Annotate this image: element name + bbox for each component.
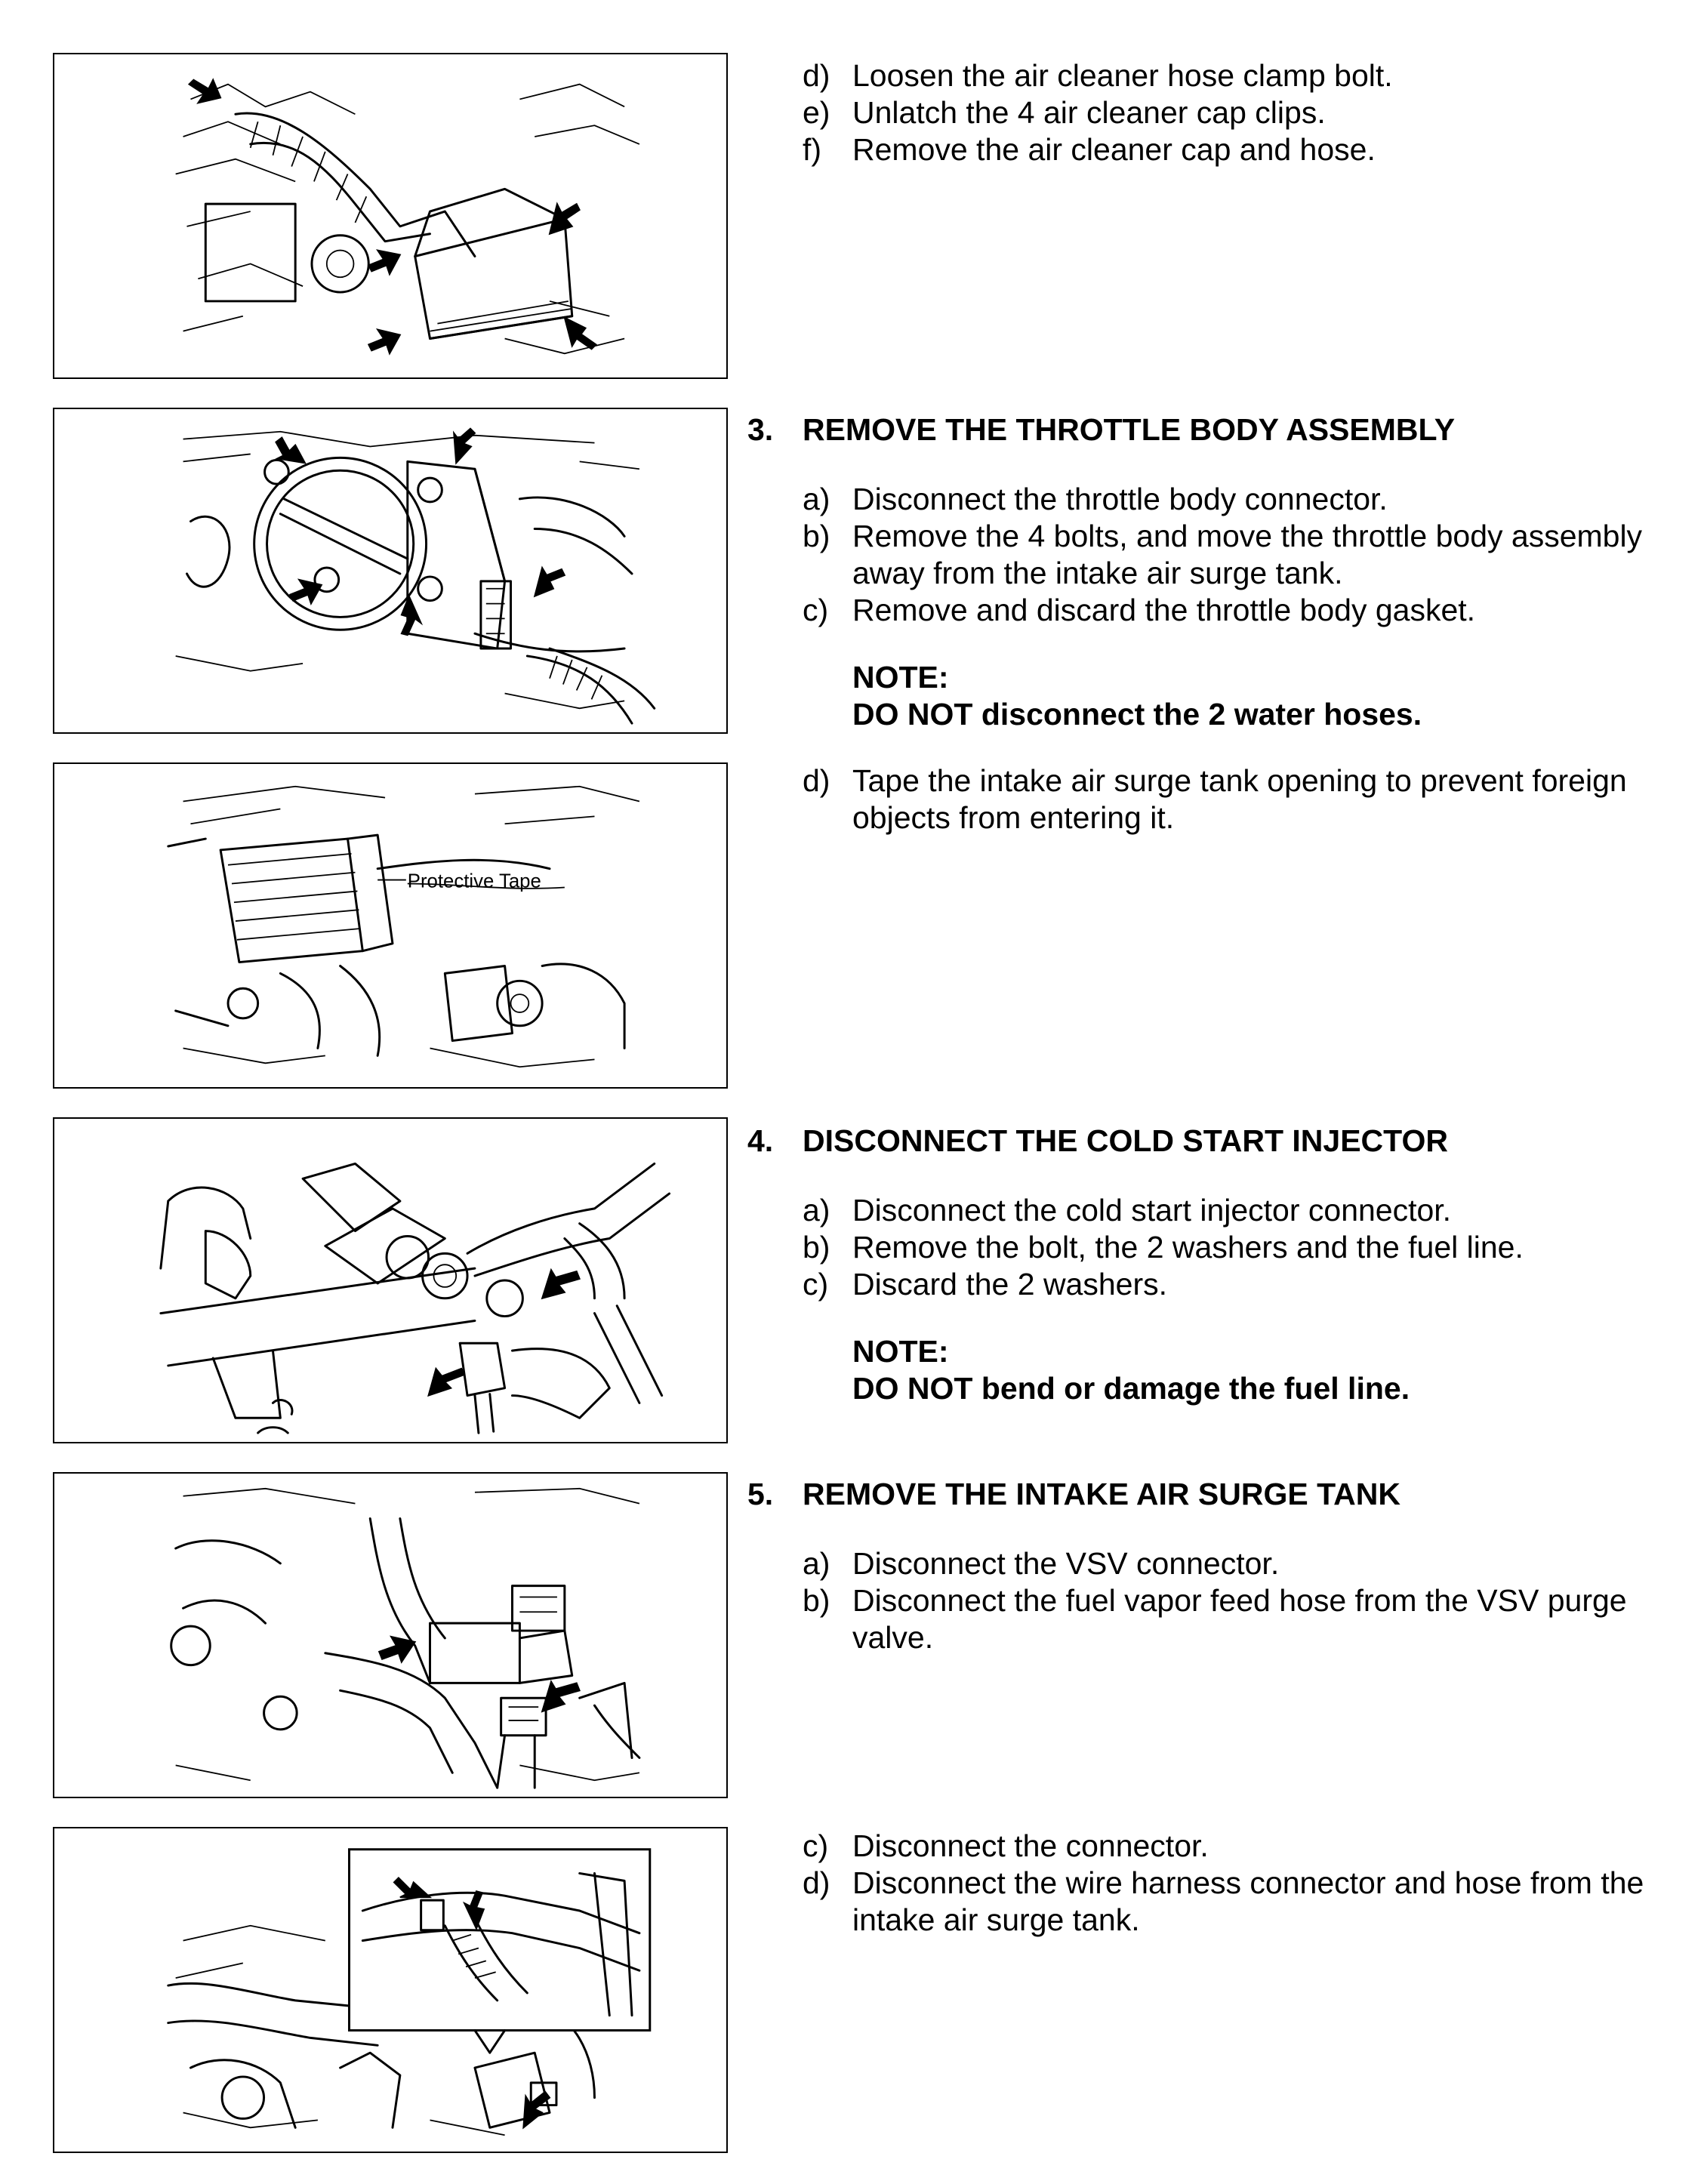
list-item: d) Tape the intake air surge tank opening to prevent foreign objects from entering it.	[803, 763, 1627, 835]
list-item: a) Disconnect the throttle body connector.	[803, 482, 1388, 516]
cold-start-injector-illustration	[54, 1119, 726, 1442]
throttle-body-illustration	[54, 409, 726, 732]
note-text: DO NOT disconnect the 2 water hoses.	[852, 697, 1422, 732]
figure-wire-harness	[53, 1827, 728, 2153]
step-5-continued	[747, 1828, 1691, 1939]
step-3-heading: 3. REMOVE THE THROTTLE BODY ASSEMBLY	[747, 412, 1456, 447]
air-cleaner-illustration	[54, 54, 726, 377]
list-item: a) Disconnect the cold start injector connector.	[803, 1193, 1452, 1228]
list-item: d) Disconnect the wire harness connector and hose from the intake air surge tank.	[803, 1865, 1644, 1937]
wire-harness-illustration	[54, 1828, 726, 2152]
vsv-connector-illustration	[54, 1474, 726, 1797]
note-label: NOTE:	[852, 660, 949, 695]
list-item: b) Disconnect the fuel vapor feed hose from the VSV purge valve.	[803, 1583, 1627, 1655]
list-item: c) Disconnect the connector.	[803, 1828, 1209, 1863]
protective-tape-label: Protective Tape	[407, 870, 541, 892]
list-item: c) Discard the 2 washers.	[803, 1267, 1168, 1301]
note-text: DO NOT bend or damage the fuel line.	[852, 1371, 1410, 1406]
step-4-heading: 4. DISCONNECT THE COLD START INJECTOR	[747, 1123, 1448, 1158]
figure-vsv-connector	[53, 1472, 728, 1798]
step-3-continued	[747, 762, 1691, 836]
figure-air-cleaner	[53, 53, 728, 379]
protective-tape-illustration	[54, 764, 726, 1087]
list-item: b) Remove the bolt, the 2 washers and the fuel line.	[803, 1230, 1524, 1265]
note	[852, 1333, 1691, 1407]
list-item: e) Unlatch the 4 air cleaner cap clips.	[803, 95, 1326, 130]
figure-protective-tape	[53, 762, 728, 1089]
list-item: f) Remove the air cleaner cap and hose.	[803, 132, 1376, 167]
step-4	[747, 1123, 1691, 1407]
step-5-heading: 5. REMOVE THE INTAKE AIR SURGE TANK	[747, 1477, 1400, 1511]
list-item: a) Disconnect the VSV connector.	[803, 1546, 1280, 1581]
list-item: d) Loosen the air cleaner hose clamp bolt.	[803, 58, 1393, 93]
step-3	[747, 411, 1691, 733]
list-item: b) Remove the 4 bolts, and move the throttle body assembly away from the intake air surge tank.	[803, 519, 1643, 590]
step-5	[747, 1476, 1691, 1656]
figure-throttle-body	[53, 408, 728, 734]
note	[852, 659, 1691, 733]
figure-cold-start-injector	[53, 1117, 728, 1443]
note-label: NOTE:	[852, 1334, 949, 1369]
air-cleaner-steps	[747, 57, 1691, 168]
list-item: c) Remove and discard the throttle body gasket.	[803, 593, 1476, 627]
